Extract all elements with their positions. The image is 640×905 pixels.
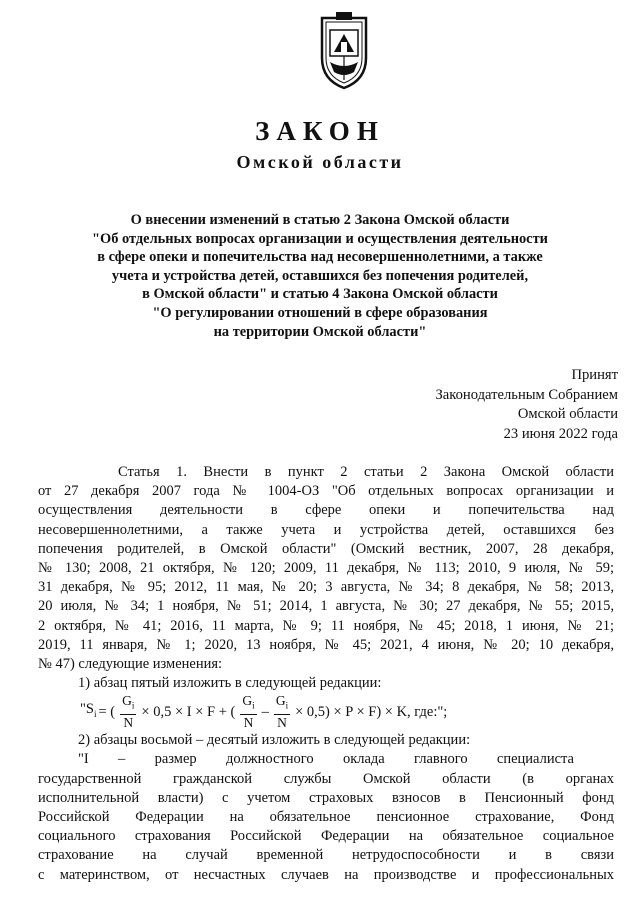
paragraph-line: с материнством, от несчастных случаев на производстве и профессиональных xyxy=(38,866,614,883)
adoption-line: Омской области xyxy=(517,406,618,422)
formula-minus: – xyxy=(261,703,269,720)
article-line: 2 октября, № 41; 2016, 11 марта, № 9; 11 ноября, № 45; 2018, 1 июня, № 21; xyxy=(38,617,614,634)
article-line: попечения родителей, в Омской области" (Омский вестник, 2007, 28 декабря, xyxy=(38,540,614,557)
heading-line: в сфере опеки и попечительства над несовершеннолетними, а также xyxy=(97,249,543,266)
formula xyxy=(60,693,614,731)
adoption-date: 23 июня 2022 года xyxy=(503,425,618,442)
document-title: ЗАКОН xyxy=(255,116,385,146)
article-line: осуществления деятельности в сфере опеки и попечительства над xyxy=(38,502,614,519)
formula-part2: × 0,5) × P × F) × K, где:"; xyxy=(295,703,448,720)
document-subtitle: Омской области xyxy=(236,152,404,172)
article-line: 2019, 11 января, № 1; 2020, 13 ноября, № 45; 2021, 4 июня, № 20; 10 декабря, xyxy=(38,636,614,653)
amendment-item-2: 2) абзацы восьмой – десятый изложить в следующей редакции: xyxy=(78,732,471,749)
article-line: Статья 1. Внести в пункт 2 статьи 2 Закона Омской области xyxy=(118,464,614,480)
adoption-line: Законодательным Собранием xyxy=(435,386,618,403)
article-line: № 47) следующие изменения: xyxy=(38,655,223,672)
heading-line: "О регулировании отношений в сфере образования xyxy=(152,304,488,321)
paragraph-line: Российской Федерации на обязательное пенсионное страхование, Фонд xyxy=(38,809,614,825)
article-line: 31 декабря, № 95; 2012, 11 мая, № 20; 3 августа, № 34; 8 декабря, № 58; 2013, xyxy=(38,579,614,596)
fraction-g-over-n: $\frac{G_i}{N}$ xyxy=(242,693,255,731)
formula-lhs: "$S_i$ xyxy=(80,701,97,720)
law-heading xyxy=(0,211,640,341)
heading-line: на территории Омской области" xyxy=(213,323,427,340)
coat-of-arms-emblem xyxy=(316,12,372,92)
heading-line: О внесении изменений в статью 2 Закона Омской области xyxy=(130,212,510,228)
article-line: № 130; 2008, 21 октября, № 120; 2009, 11 декабря, № 113; 2010, 9 июля, № 59; xyxy=(38,559,614,576)
formula-eq: = ( xyxy=(98,703,116,720)
article-line: от 27 декабря 2007 года № 1004-ОЗ "Об отдельных вопросах организации и xyxy=(38,483,614,500)
paragraph-line: государственной гражданской службы Омской области (в органах xyxy=(38,770,614,787)
adoption-block xyxy=(436,366,619,444)
article-line: несовершеннолетними, а также учета и устройства детей, оставшихся без xyxy=(38,521,614,538)
paragraph-line: "I – размер должностного оклада главного специалиста xyxy=(78,751,574,768)
adoption-line: Принят xyxy=(571,367,618,383)
paragraph-line: исполнительной власти) с учетом страховых взносов в Пенсионный фонд xyxy=(38,789,614,806)
heading-line: учета и устройства детей, оставшихся без попечения родителей, xyxy=(111,267,529,284)
formula-part1: × 0,5 × I × F + ( xyxy=(141,703,236,720)
heading-line: "Об отдельных вопросах организации и осуществления деятельности xyxy=(92,230,548,247)
paragraph-line: социального страхования Российской Федерации на обязательное социальное xyxy=(38,828,614,845)
article-body xyxy=(38,463,614,885)
fraction-g-over-n: $\frac{G_i}{N}$ xyxy=(122,693,135,731)
article-line: 20 июля, № 34; 1 ноября, № 51; 2014, 1 августа, № 30; 27 декабря, № 55; 2015, xyxy=(38,598,614,615)
amendment-item-1: 1) абзац пятый изложить в следующей редакции: xyxy=(78,675,382,692)
paragraph-line: страхование на случай временной нетрудоспособности и в связи xyxy=(38,847,614,864)
heading-line: в Омской области" и статью 4 Закона Омской области xyxy=(142,286,498,303)
fraction-g-over-n: $\frac{G_i}{N}$ xyxy=(275,693,289,731)
